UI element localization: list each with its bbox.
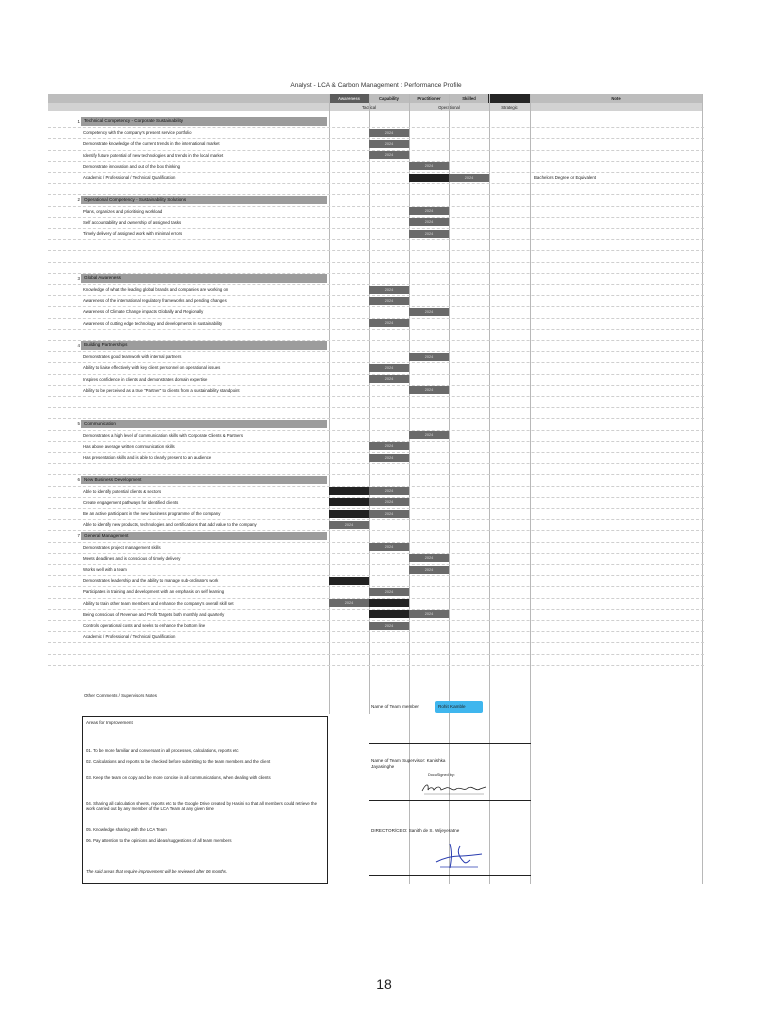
other-comments-label: Other Comments / Supervisors Notes [84,693,157,698]
rating-cell: 2024 [369,442,409,450]
competency-text: Academic / Professional / Technical Qualification [83,634,176,640]
rating-cell: 2024 [369,140,409,148]
rating-cell: 2024 [369,622,409,630]
rating-cell: 2024 [409,207,449,215]
header-group-strategic: Strategic [501,105,518,110]
team-member-label: Name of Team member [371,704,419,709]
competency-text: Meets deadlines and is conscious of timely delivery [83,555,181,561]
header-awareness: Awareness [337,96,361,101]
competency-text: Being conscious of Revenue and Profit Targets both monthly and quarterly [83,611,225,617]
director-label: DIRECTOR/CEO: Sanith de S. Wijeyeratne [371,828,460,833]
competency-text: Inspires confidence in clients and demonstrates domain expertise [83,376,208,382]
competency-text: Ability to liaise effectively with key client personnel on operational issues [83,365,221,371]
rating-cell: 2024 [409,230,449,238]
section-title: General Management [81,532,327,540]
rating-cell: 2024 [409,386,449,394]
rating-dark-cell [409,174,449,182]
competency-text: Identify future potential of new technologies and trends in the local market [83,152,224,158]
competency-text: Able to identify potential clients & sectors [83,488,162,494]
rating-cell: 2024 [409,308,449,316]
header-group-tactical: Tactical [362,105,376,110]
areas-title: Areas for Improvement [86,720,133,725]
competency-text: Participates in training and development with an emphasis on self learning [83,589,225,595]
competency-text: Create engagement pathways for identified clients [83,499,179,505]
competency-text: Demonstrates good teamwork with internal partners [83,354,182,360]
rating-cell: 2024 [409,431,449,439]
improvement-item: 02. Calculations and reports to be checked before submitting to the team members and the client [86,759,271,764]
competency-text: Academic / Professional / Technical Qualification [83,175,176,180]
competency-text: Ability to train other team members and enhance the company's overall skill set [83,600,234,606]
rating-cell: 2024 [409,554,449,562]
section-title: Communication [81,420,327,428]
rating-dark-cell [329,498,369,506]
competency-text: Plans, organizes and prioritising workload [83,208,163,214]
rating-cell: 2024 [409,566,449,574]
competency-text: Awareness of the international regulatory frameworks and pending changes [83,298,227,304]
competency-text: Be an active participant in the new business programme of the company [83,511,221,516]
rating-cell: 2024 [369,286,409,294]
director-signature [430,840,486,870]
competency-text: Demonstrate innovation and out of the box thinking [83,163,180,169]
section-title: Technical Competency - Corporate Sustainability [81,117,327,125]
rating-cell: 2024 [369,588,409,596]
rating-cell: 2024 [369,375,409,383]
improvement-item: 01. To be more familiar and conversant in all processes, calculations, reports etc [86,748,239,753]
empty-row [48,654,704,666]
header-skilled: Skilled [462,96,476,101]
rating-cell: 2024 [369,510,409,518]
signature-line-member [369,743,531,744]
areas-for-improvement-box [82,716,328,884]
header-practitioner: Practitioner [417,96,441,101]
competency-text: Awareness of Climate Change impacts Globally and Regionally [83,309,204,315]
docusigned-label: DocuSigned by: [428,773,455,777]
improvement-item: 06. Pay attention to the opinions and ideas/suggestions of all team members [86,838,232,843]
competency-text: Self accountability and ownership of assigned tasks [83,219,182,225]
competency-text: Has presentation skills and is able to clearly present to an audience [83,455,212,460]
rating-dark-cell [329,487,369,495]
rating-dark-cell [329,510,369,518]
rating-cell: 2024 [409,610,449,618]
section-title: Global Awareness [81,274,327,282]
section-number: 2 [77,197,80,203]
section-title: Operational Competency - Sustainability Solutions [81,196,327,204]
section-title: New Business Development [81,476,327,484]
page-number: 18 [376,976,392,992]
rating-cell: 2024 [329,599,369,607]
section-title: Building Partnerships [81,341,327,349]
team-member-name: Rohit Kamble [438,704,466,709]
rating-cell: 2024 [409,353,449,361]
rating-cell: 2024 [369,543,409,551]
competency-text: Controls operational costs and seeks to enhance the bottom line [83,623,206,628]
rating-cell: 2024 [369,297,409,305]
competency-text: Ability to be perceived as a true "Partner" to clients from a sustainability standpoint [83,387,240,393]
rating-cell: 2024 [409,162,449,170]
header-note: Note [611,96,621,101]
supervisor-label: Name of Team Supervisor: Kanishka Jayasinghe [371,758,446,769]
competency-text: Able to identify new products, technologies and certifications that add value to the company [83,522,257,528]
section-number: 5 [77,421,80,427]
rating-dark-cell [369,599,409,607]
improvement-item: 05. Knowledge sharing with the LCA Team [86,827,167,832]
rating-cell: 2024 [369,151,409,159]
competency-text: Knowledge of what the leading global brands and companies are working on [83,287,229,292]
rating-cell: 2024 [369,454,409,462]
rating-dark-cell [329,577,369,585]
signature-line-supervisor [369,800,531,801]
competency-text: Demonstrates a high level of communication skills with Corporate Clients & Partners [83,432,244,438]
competency-text: Demonstrates project management skills [83,544,161,550]
rating-cell: 2024 [369,319,409,327]
row-note: Bachelors Degree or Equivalent [534,175,596,180]
rating-dark-cell [369,610,409,618]
competency-text: Works well with a team [83,567,127,572]
rating-cell: 2024 [369,364,409,372]
review-note: The said areas that require improvement will be reviewed after 06 months. [86,869,228,874]
header-group-operational: Operational [438,105,460,110]
rating-cell: 2024 [369,129,409,137]
rating-cell: 2024 [369,487,409,495]
performance-profile-sheet [48,80,704,886]
rating-cell: 2024 [369,498,409,506]
rating-cell: 2024 [449,174,489,182]
bottom-line [369,875,531,876]
supervisor-signature [420,780,490,796]
header-capability: Capability [378,96,399,101]
competency-text: Demonstrate knowledge of the current trends in the international market [83,141,220,147]
competency-text: Awareness of cutting edge technology and developments in sustainability [83,320,223,326]
competency-text: Competency with the company's present service portfolio [83,130,192,136]
competency-text: Timely delivery of assigned work with minimal errors [83,231,183,236]
section-number: 3 [77,275,80,281]
section-number: 6 [77,477,80,483]
section-number: 7 [77,533,80,539]
document-title: Analyst - LCA & Carbon Management : Performance Profile [290,82,462,89]
header-strategic-dark-cell [488,94,530,103]
section-number: 4 [77,343,80,348]
competency-text: Has above average written communication skills [83,443,175,449]
competency-text: Demonstrates leadership and the ability to manage sub-ordinate's work [83,578,219,584]
improvement-item: 03. Keep the team on copy and be more concise in all communications, when dealing with clients [86,775,271,780]
improvement-item: 04. Sharing all calculation sheets, reports etc to the Google Drive created by Hasini so that all members could retrieve the work carried out by any member of the LCA Team at any given time [86,801,317,812]
rating-cell: 2024 [329,521,369,529]
rating-cell: 2024 [409,218,449,226]
section-number: 1 [77,119,80,124]
